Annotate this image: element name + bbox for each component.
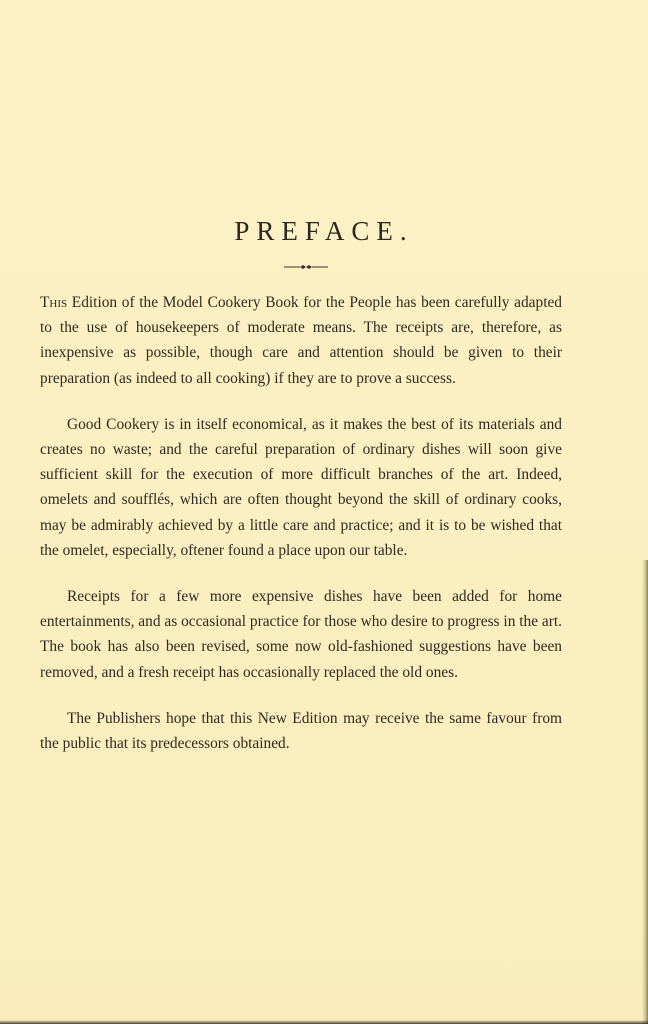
- page-edge-shadow: [642, 560, 648, 1024]
- paragraph-3: [40, 584, 562, 685]
- divider-ornament-icon: [284, 262, 328, 272]
- paragraph-text: Receipts for a few more expensive dishes have been added for home entertainments, and as occasional practice for those who desire to progress in the art. The book has also been revised, some now old-fashioned suggestions have been removed, and a fresh receipt has occasionally replaced the old ones.: [40, 588, 562, 681]
- paragraph-1: [40, 290, 562, 391]
- page-bottom-edge: [0, 1020, 648, 1024]
- paragraph-4: [40, 706, 562, 756]
- paragraph-2: [40, 412, 562, 563]
- preface-body: [40, 290, 562, 777]
- paragraph-text: Good Cookery is in itself economical, as it makes the best of its materials and creates no waste; and the careful preparation of ordinary dishes will soon give sufficient skill for the execution of more difficult branches of the art. Indeed, omelets and soufflés, which are often thought beyond the skill of ordinary cooks, may be admirably achieved by a little care and practice; and it is to be wished that the omelet, especially, oftener found a place upon our table.: [40, 415, 562, 559]
- page-title: PREFACE.: [234, 216, 414, 246]
- paragraph-text: The Publishers hope that this New Edition may receive the same favour from the public that its predecessors obtained.: [40, 709, 562, 753]
- paragraph-lead-word: This: [40, 294, 68, 311]
- paragraph-text: Edition of the Model Cookery Book for the People has been carefully adapted to the use of housekeepers of moderate means. The receipts are, therefore, as inexpensive as possible, though care and attention should be given to their preparation (as indeed to all cooking) if they are to prove a success.: [40, 294, 562, 387]
